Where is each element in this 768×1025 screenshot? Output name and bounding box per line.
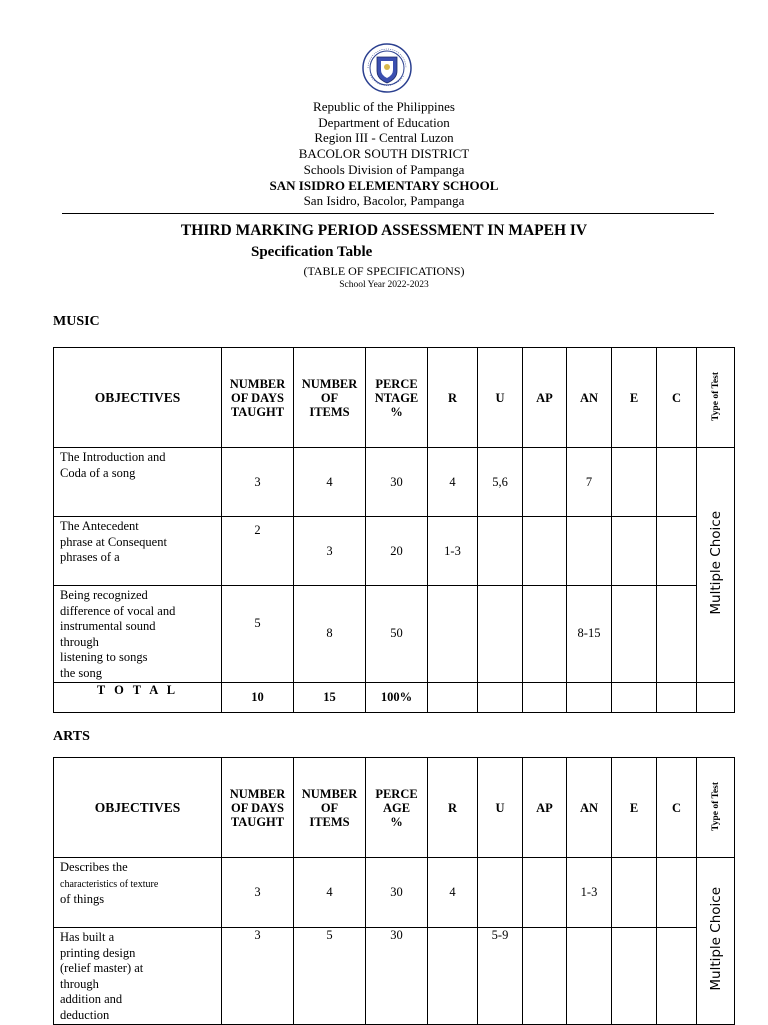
header-line-region: Region III - Central Luzon xyxy=(314,130,454,145)
ap-cell xyxy=(523,517,567,586)
table-row xyxy=(54,448,735,517)
r-cell xyxy=(428,586,478,683)
header-line-address: San Isidro, Bacolor, Pampanga xyxy=(303,193,465,208)
deped-seal-logo xyxy=(362,43,412,93)
an-cell: 1-3 xyxy=(567,858,612,928)
c-cell xyxy=(657,448,697,517)
school-name: SAN ISIDRO ELEMENTARY SCHOOL xyxy=(269,178,499,193)
c-cell xyxy=(657,858,697,928)
items-cell: 4 xyxy=(294,448,366,517)
r-cell: 4 xyxy=(428,858,478,928)
total-items: 15 xyxy=(294,682,366,712)
col-days-taught: NUMBER OF DAYS TAUGHT xyxy=(222,348,294,448)
col-an: AN xyxy=(567,758,612,858)
r-cell: 1-3 xyxy=(428,517,478,586)
col-ap: AP xyxy=(523,348,567,448)
section-heading-music: MUSIC xyxy=(53,314,100,329)
percent-cell: 30 xyxy=(366,928,428,1025)
r-cell xyxy=(428,928,478,1025)
col-percentage: PERCE AGE % xyxy=(366,758,428,858)
an-cell xyxy=(567,517,612,586)
e-cell xyxy=(612,858,657,928)
objective-cell: Being recognized difference of vocal and instrumental sound through listening to songs the song xyxy=(54,586,222,683)
percent-cell: 30 xyxy=(366,448,428,517)
col-e: E xyxy=(612,758,657,858)
an-cell xyxy=(567,928,612,1025)
music-spec-table xyxy=(53,347,735,713)
percent-cell: 20 xyxy=(366,517,428,586)
e-cell xyxy=(612,682,657,712)
col-percentage: PERCE NTAGE % xyxy=(366,348,428,448)
days-cell: 5 xyxy=(222,586,294,683)
col-ap: AP xyxy=(523,758,567,858)
items-cell: 5 xyxy=(294,928,366,1025)
u-cell xyxy=(478,858,523,928)
document-subtitle: Specification Table xyxy=(251,244,373,260)
header-line-school xyxy=(0,178,768,194)
c-cell xyxy=(657,928,697,1025)
u-cell xyxy=(478,517,523,586)
header-divider xyxy=(62,213,714,214)
total-row xyxy=(54,682,735,712)
col-r: R xyxy=(428,758,478,858)
days-cell: 3 xyxy=(222,928,294,1025)
table-row xyxy=(54,858,735,928)
total-label: T O T A L xyxy=(54,682,222,712)
school-year: School Year 2022-2023 xyxy=(339,280,429,290)
ap-cell xyxy=(523,448,567,517)
col-c: C xyxy=(657,348,697,448)
ap-cell xyxy=(523,586,567,683)
col-objectives: OBJECTIVES xyxy=(54,758,222,858)
col-e: E xyxy=(612,348,657,448)
arts-spec-table xyxy=(53,757,735,1025)
an-cell: 8-15 xyxy=(567,586,612,683)
ap-cell xyxy=(523,858,567,928)
col-number-of-items: NUMBER OF ITEMS xyxy=(294,348,366,448)
table-header-row xyxy=(54,758,735,858)
u-cell xyxy=(478,586,523,683)
objective-cell: The Antecedent phrase at Consequent phrases of a xyxy=(54,517,222,586)
header-line-district: BACOLOR SOUTH DISTRICT xyxy=(298,146,470,161)
e-cell xyxy=(612,586,657,683)
an-cell: 7 xyxy=(567,448,612,517)
col-u: U xyxy=(478,758,523,858)
col-type-of-test: Type of Test xyxy=(697,348,735,448)
col-objectives: OBJECTIVES xyxy=(54,348,222,448)
items-cell: 8 xyxy=(294,586,366,683)
header-line-division: Schools Division of Pampanga xyxy=(303,162,465,177)
days-cell: 2 xyxy=(222,517,294,586)
type-cell xyxy=(697,682,735,712)
r-cell xyxy=(428,682,478,712)
section-heading-arts: ARTS xyxy=(53,729,90,744)
col-r: R xyxy=(428,348,478,448)
e-cell xyxy=(612,517,657,586)
u-cell xyxy=(478,682,523,712)
c-cell xyxy=(657,682,697,712)
col-c: C xyxy=(657,758,697,858)
ap-cell xyxy=(523,928,567,1025)
c-cell xyxy=(657,517,697,586)
table-row xyxy=(54,586,735,683)
e-cell xyxy=(612,448,657,517)
total-percent: 100% xyxy=(366,682,428,712)
document-title: THIRD MARKING PERIOD ASSESSMENT IN MAPEH IV xyxy=(180,222,588,239)
objective-cell: Describes the characteristics of texture of things xyxy=(54,858,222,928)
items-cell: 3 xyxy=(294,517,366,586)
table-row xyxy=(54,517,735,586)
ap-cell xyxy=(523,682,567,712)
type-of-test-cell: Multiple Choice xyxy=(697,448,735,683)
table-header-row xyxy=(54,348,735,448)
e-cell xyxy=(612,928,657,1025)
percent-cell: 30 xyxy=(366,858,428,928)
col-days-taught: NUMBER OF DAYS TAUGHT xyxy=(222,758,294,858)
r-cell: 4 xyxy=(428,448,478,517)
col-number-of-items: NUMBER OF ITEMS xyxy=(294,758,366,858)
col-type-of-test: Type of Test xyxy=(697,758,735,858)
an-cell xyxy=(567,682,612,712)
table-row xyxy=(54,928,735,1025)
days-cell: 3 xyxy=(222,448,294,517)
percent-cell: 50 xyxy=(366,586,428,683)
header-line-republic: Republic of the Philippines xyxy=(313,99,455,114)
u-cell: 5,6 xyxy=(478,448,523,517)
u-cell: 5-9 xyxy=(478,928,523,1025)
type-of-test-cell: Multiple Choice xyxy=(697,858,735,1025)
c-cell xyxy=(657,586,697,683)
col-an: AN xyxy=(567,348,612,448)
header-line-department: Department of Education xyxy=(318,115,450,130)
document-subtitle-paren: (TABLE OF SPECIFICATIONS) xyxy=(303,264,465,278)
objective-cell: The Introduction and Coda of a song xyxy=(54,448,222,517)
items-cell: 4 xyxy=(294,858,366,928)
objective-cell: Has built a printing design (relief master) at through addition and deduction xyxy=(54,928,222,1025)
days-cell: 3 xyxy=(222,858,294,928)
total-days: 10 xyxy=(222,682,294,712)
col-u: U xyxy=(478,348,523,448)
